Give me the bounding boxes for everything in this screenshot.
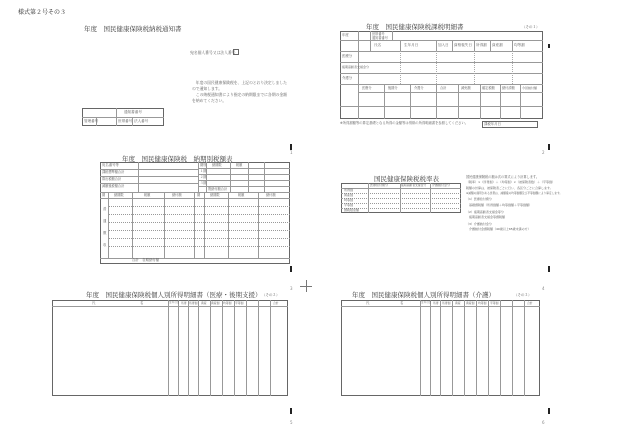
notice-bill-number-label: 通知書番号 [124,110,142,114]
detail-head-household: 世帯番号 [372,32,385,36]
bill-row-name: 宛名番号等 [102,163,119,167]
table1-h-name: 名 [140,301,144,305]
rates-row-asset: 資産割 [344,193,354,197]
page-mark: 5 [290,420,293,425]
table1-h-capita: 均等割 [223,301,232,305]
notice-message: 年度の国民健康保険税を、上記のとおり決定しましたので通知します。 この納税通知書により指定の納期限までに各期の金額を納めてください。 [192,80,287,104]
table1-title: 年度 国民健康保険税個人別所得明細書（医療・後期支援） [86,291,262,299]
bill-row-calc: 算出税額合計 [102,177,122,181]
bill-side-1: 普 [103,207,107,211]
detail-footnote: ※所得割額等の算定基礎となる所得の金額等は別紙の所得明細書を参照してください。 [340,121,469,125]
bill-right-amount: 税額 [236,163,243,167]
crop-mark [548,408,550,414]
page-mark: 3 [290,286,293,291]
rates-row-limit: 課税限度額 [344,208,360,212]
notice-corp-label: 法人番号 [134,119,149,123]
form-label: 様式第２号その３ [18,9,67,16]
rates-note-1: 国民健康保険税の額は次の算式により計算します。 [466,175,540,179]
bill-side-3: 徴 [103,231,107,235]
notice-checkbox [233,49,239,55]
detail-section-care: 介護分 [342,76,353,80]
detail-total-now: 今回納付額 [522,86,538,90]
rates-note-9: （3）介護納付金分 [466,221,492,226]
detail-total-elderly: 後期分 [388,86,398,90]
table1-h-surname: 氏 [92,301,96,305]
bill-grid-h-amount1: 税額 [144,193,151,197]
detail-col-income: 所得割 [476,43,487,47]
detail-total-care: 介護分 [414,86,424,90]
rates-note-7: （2）後期高齢者支援金等分 [466,209,504,214]
table2-h-incomerate: 所得割 [442,301,451,305]
bill-grid-h-period1: 期 [102,193,106,197]
crop-mark [548,44,550,48]
rates-col-medical: 医療給付費分 [370,183,389,187]
table2-h-total: 合計 [527,301,533,305]
bill-grid-h-due2: 納期限 [210,193,220,197]
bill-right-row2: ２期 [200,175,207,179]
crop-mark [548,144,550,150]
bill-grid-h-paid1: 納付額 [172,193,182,197]
detail-section-elderly: 後期高齢者支援金分 [342,65,370,69]
detail-head-year: 年度 [342,33,349,37]
table2-h-surname: 氏 [366,301,370,305]
bill-right-row1: １期 [200,169,207,173]
table1-h-birth: 生年月日 [169,301,180,304]
detail-col-capita: 均等割 [514,43,525,47]
table2-title: 年度 国民健康保険税個人別所得明細書（介護） [352,291,495,299]
page-mark: 1 [290,150,293,155]
rates-note-10: 介護納付金課税額（40歳以上65歳未満の方） [466,227,531,232]
detail-total-medical: 医療分 [362,86,372,90]
detail-date-label: 課税年月日 [484,122,501,126]
bill-row-base: 課税標準額合計 [102,170,125,174]
registration-cross [306,280,307,292]
detail-col-asset: 資産割 [492,43,503,47]
table1-h-incomerate: 所得割 [189,301,198,305]
bill-row-reduced: 減額後税額合計 [102,184,125,188]
detail-col-join: 加入日 [438,43,449,47]
notice-control-label: 管理番号 [84,119,99,123]
bill-right-row3: ３期 [200,181,207,185]
rates-notes [466,175,563,232]
table1-frame [52,300,288,396]
bill-title: 年度 国民健康保険税 納期別税額表 [122,155,233,163]
detail-col-loss: 資格喪失日 [454,43,472,47]
rates-row-household: 平等割 [344,203,354,207]
table1-h-household: 平等割 [235,301,244,305]
table1-page-note: （その２） [262,293,280,297]
page-mark: 6 [542,420,545,425]
detail-total-fixed: 確定税額 [482,86,495,90]
bill-right-summary: 既納付額合計 [208,187,228,191]
table1-h-assetrate: 資産割 [211,301,220,305]
detail-title: 年度 国民健康保険税課税明細書 [366,23,464,31]
detail-total-paid: 納付済額 [502,86,515,90]
bill-table [100,162,290,264]
detail-section-medical: 医療分 [342,54,353,58]
detail-total-reduce: 減免額 [461,86,471,90]
table2-h-assetrate: 資産割 [466,301,475,305]
rates-row-capita: 均等割 [344,198,354,202]
bill-grid-h-due1: 納期限 [114,193,124,197]
table2-h-household: 平等割 [490,301,499,305]
detail-col-name: 氏名 [374,43,382,47]
bill-grid-h-paid2: 納付額 [266,193,276,197]
table1-h-asset: 資産 [201,301,207,305]
notice-household-label: 世帯番号 [118,119,133,123]
rates-row-income: 所得割 [344,188,354,192]
detail-col-birth: 生年月日 [404,43,419,47]
bill-side-2: 通 [103,219,107,223]
detail-page-note: （その１） [522,25,540,29]
crop-mark [548,266,550,272]
rates-col-care: 介護納付金分 [432,183,451,187]
rates-note-2: （税率）×（所得割）＋（均等割）×（被保険者数）＋（平等割） [466,180,556,185]
rates-note-8: 後期高齢者支援金等課税額 [466,214,506,219]
rates-note-5: （1）医療給付費分 [466,197,492,202]
bill-right-due: 納期限 [212,163,222,167]
rates-note-3: 税額の計算は、被保険者ごとに行い、各区分ごとに合算します。 [466,185,553,190]
table1-h-total: 合計 [273,301,279,305]
detail-head-bill: 通知書番号 [372,36,388,40]
crop-mark [290,266,292,272]
rates-col-elderly: 後期高齢者支援金分 [401,183,427,187]
page-mark: 4 [542,286,545,291]
table2-h-asset: 資産 [455,301,461,305]
page-mark: 2 [542,150,545,155]
bill-footer: 合計 各期納付額 [132,258,160,262]
bill-grid-h-amount2: 税額 [238,193,245,197]
table2-h-income: 所得 [433,301,439,305]
notice-taxpayer-label: 宛名個人番号又は法人番号 [190,50,236,55]
rates-note-6: 基礎課税額（所得割額＋均等割額＋平等割額） [466,202,533,207]
bill-right-period: 期別 [200,163,207,167]
bill-side-4: 収 [103,243,107,247]
rates-title: 国民健康保険税税率表 [374,175,439,183]
notice-title: 年度 国民健康保険税納税通知書 [84,25,182,33]
table2-h-birth: 生年月日 [421,301,432,304]
bill-grid-h-period2: 期 [197,193,201,197]
table1-h-income: 所得 [181,301,187,305]
rates-note-4: ※減額の適用がある世帯は、減額後の均等割額及び平等割額により算定します。 [466,190,563,195]
table2-h-name: 名 [400,301,404,305]
table2-h-capita: 均等割 [478,301,487,305]
crop-mark [290,408,292,414]
detail-total-sum: 合計 [440,86,447,90]
table2-page-note: （その３） [514,293,532,297]
